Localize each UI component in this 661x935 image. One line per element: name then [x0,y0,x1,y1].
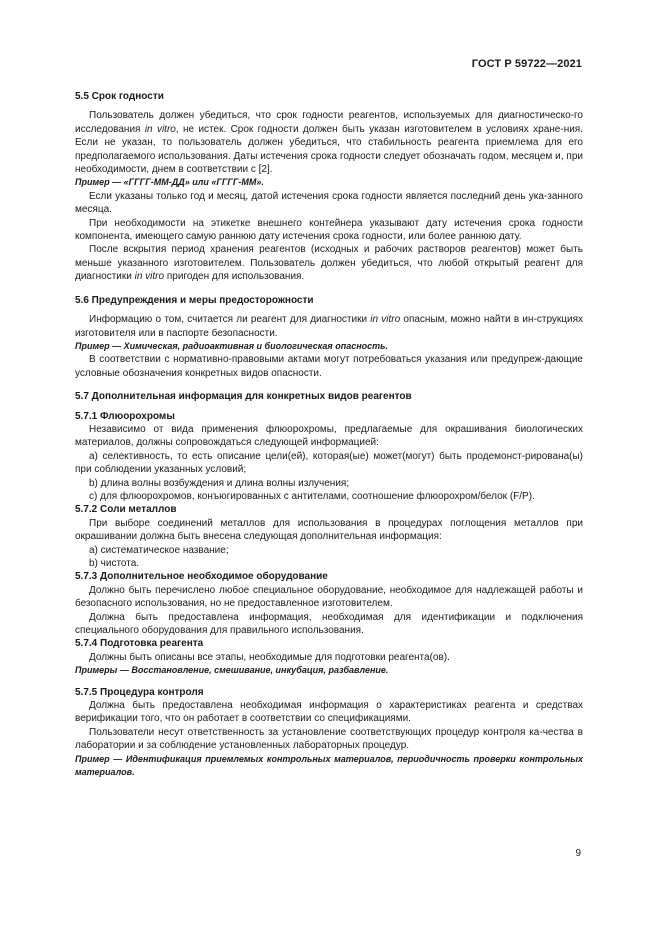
page-content [75,90,583,780]
section-5-7-3-paragraph-2: Должна быть предоставлена информация, необходимая для идентификации и подключения специального оборудования для правильного использования. [75,611,583,637]
section-5-7-2-title: 5.7.2 Соли металлов [75,504,177,516]
section-5-7-4-paragraph: Должны быть описаны все этапы, необходимые для подготовки реагента(ов). [89,651,450,663]
section-5-6-paragraph-1: Информацию о том, считается ли реагент для диагностики in vitro опасным, можно найти в ин-струкциях изготовителя или в паспорте безопасности. [75,314,583,339]
section-5-5-paragraph-3: При необходимости на этикетке внешнего контейнера указывают дату истечения срока годности компонента, имеющего самую раннюю дату истечения срока годности, или более раннюю дату. [75,217,583,243]
section-5-7-5-paragraph-2: Пользователи несут ответственность за установление соответствующих процедур контроля ка-чества в лаборатории и за соблюдение установленных лабораторных процедур. [75,726,583,752]
section-5-7-5-title: 5.7.5 Процедура контроля [75,686,204,698]
section-5-5-paragraph-2: Если указаны только год и месяц, датой истечения срока годности является последний день ука-занного месяца. [75,190,583,216]
section-5-7-3-title: 5.7.3 Дополнительное необходимое оборудование [75,571,328,583]
section-5-7-3-paragraph-1: Должно быть перечислено любое специальное оборудование, необходимое для надлежащей работы и безопасного использования, но не предоставленное изготовителем. [75,584,583,610]
section-5-6-paragraph-2: В соответствии с нормативно-правовыми актами могут потребоваться указания или предупреж-дающие условные обозначения конкретных видов опасности. [75,354,583,379]
section-5-7-4-example: Примеры — Восстановление, смешивание, инкубация, разбавление. [75,665,389,676]
section-5-5-title: 5.5 Срок годности [75,91,164,102]
section-5-6-example: Пример — Химическая, радиоактивная и биологическая опасность. [75,340,389,351]
section-5-7-1-item-a: a) селективность, то есть описание цели(ей), которая(ые) может(могут) быть продемонст-рирована(ы) при соблюдении указанных условий; [75,450,583,476]
section-5-7-5-paragraph-1: Должна быть предоставлена необходимая информация о характеристиках реагента и средствах верификации того, что он работает в соответствии со спецификациями. [75,700,583,725]
section-5-7-1-item-c: c) для флюорохромов, конъюгированных с антителами, соотношение флюорохром/белок (F/P). [89,490,535,502]
section-5-7-2-item-b: b) чистота. [89,558,140,569]
section-5-6-title: 5.6 Предупреждения и меры предосторожности [75,294,314,306]
section-5-5-example: Пример — «ГГГГ-ММ-ДД» или «ГГГГ-ММ». [75,177,264,188]
page-number: 9 [575,848,581,859]
section-5-7-1-paragraph: Независимо от вида применения флюорохромы, предлагаемые для окрашивания биологических материалов, должны сопровождаться следующей информацией: [75,423,583,449]
section-5-7-1-title: 5.7.1 Флюорохромы [75,410,175,422]
section-5-7-1-item-b: b) длина волны возбуждения и длина волны излучения; [89,477,350,489]
section-5-7-4-title: 5.7.4 Подготовка реагента [75,638,204,650]
section-5-7-2-item-a: a) систематическое название; [89,544,229,556]
section-5-5-paragraph-4: После вскрытия период хранения реагентов (исходных и рабочих растворов реагентов) может быть меньше указанного изготовителем. Пользователь должен убедиться, что любой открытый реагент для диагностики in vitro пригоден для использования. [75,244,583,283]
section-5-7-title: 5.7 Дополнительная информация для конкретных видов реагентов [75,391,412,403]
section-5-5-paragraph-1: Пользователь должен убедиться, что срок годности реагентов, используемых для диагностическо-го исследования in vitro, не истек. Срок годности должен быть указан изготовителем в условиях хране-ния. Если не указан, то пользователь должен убедиться, что стабильность реагента приемлема для его предполагаемого использования. Даты истечения срока годности следует обозначать годом, месяцем и, при необходимости, днем в соответствии с [2]. [75,110,583,176]
section-5-7-2-paragraph: При выборе соединений металлов для использования в процедурах поглощения металлов при окрашивании должна быть внесена следующая дополнительная информация: [75,517,583,543]
standard-number: ГОСТ Р 59722—2021 [471,58,582,70]
section-5-7-5-example: Пример — Идентификация приемлемых контрольных материалов, периодичность проверки контрольных материалов. [75,753,583,778]
